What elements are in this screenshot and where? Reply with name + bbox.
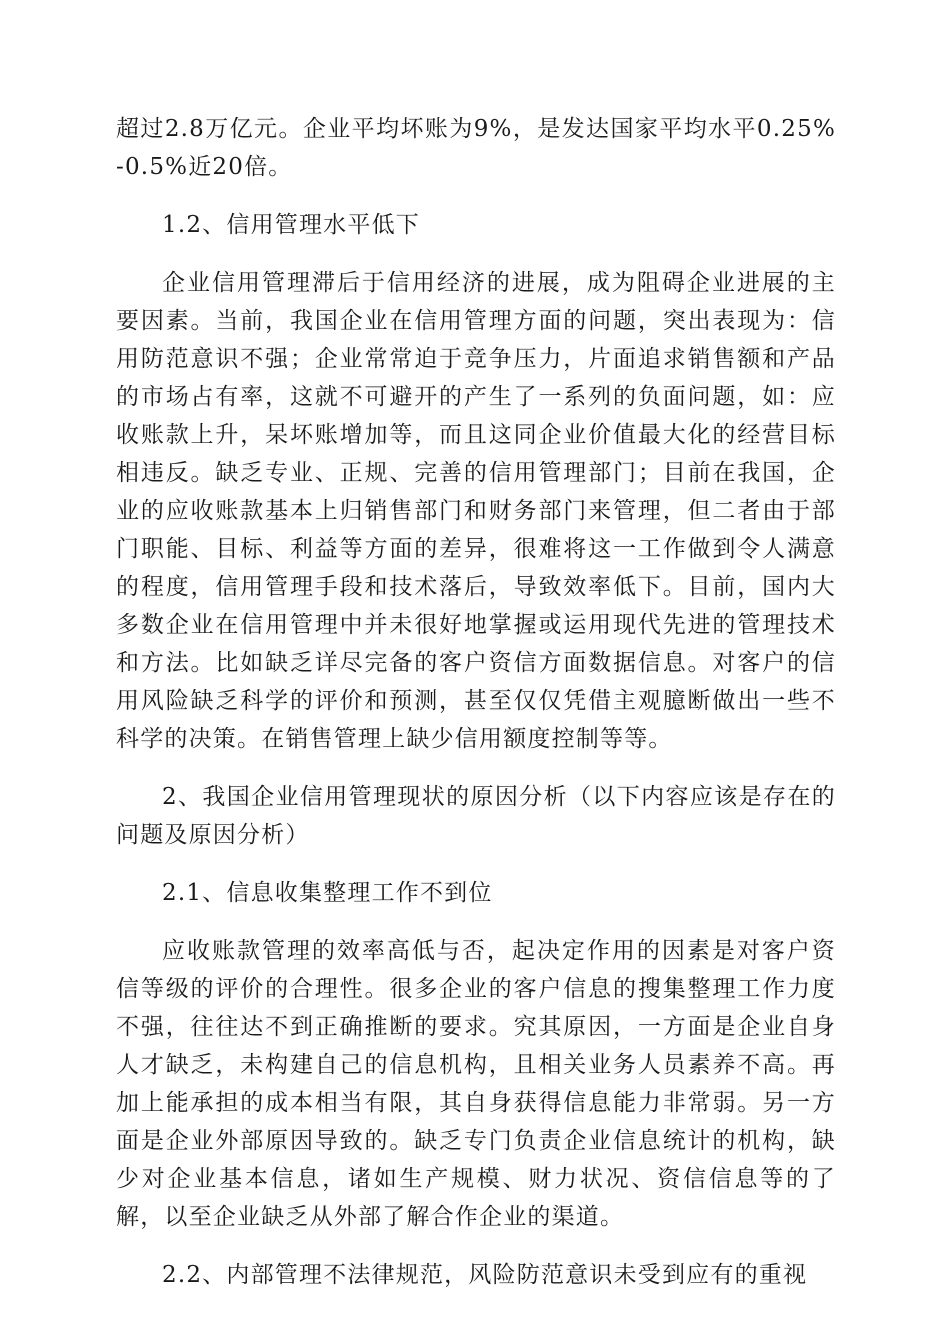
paragraph-continuation: 超过2.8万亿元。企业平均坏账为9%，是发达国家平均水平0.25%-0.5%近20倍。 [116,116,836,180]
section-heading-1-2: 1.2、信用管理水平低下 [162,212,420,238]
section-heading-2: 2、我国企业信用管理现状的原因分析（以下内容应该是存在的问题及原因分析） [116,784,836,848]
section-heading-2-2: 2.2、内部管理不法律规范，风险防范意识未受到应有的重视 [162,1262,808,1288]
document-body [116,110,836,1294]
paragraph-information-collection: 应收账款管理的效率高低与否，起决定作用的因素是对客户资信等级的评价的合理性。很多企业的客户信息的搜集整理工作力度不强，往往达不到正确推断的要求。究其原因，一方面是企业自身人才缺乏，未构建自己的信息机构，且相关业务人员素养不高。再加上能承担的成本相当有限，其自身获得信息能力非常弱。另一方面是企业外部原因导致的。缺乏专门负责企业信息统计的机构，缺少对企业基本信息，诸如生产规模、财力状况、资信信息等的了解，以至企业缺乏从外部了解合作企业的渠道。 [116,938,836,1230]
paragraph-credit-management: 企业信用管理滞后于信用经济的进展，成为阻碍企业进展的主要因素。当前，我国企业在信用管理方面的问题，突出表现为：信用防范意识不强；企业常常迫于竞争压力，片面追求销售额和产品的市场占有率，这就不可避开的产生了一系列的负面问题，如：应收账款上升，呆坏账增加等，而且这同企业价值最大化的经营目标相违反。缺乏专业、正规、完善的信用管理部门；目前在我国，企业的应收账款基本上归销售部门和财务部门来管理，但二者由于部门职能、目标、利益等方面的差异，很难将这一工作做到令人满意的程度，信用管理手段和技术落后，导致效率低下。目前，国内大多数企业在信用管理中并未很好地掌握或运用现代先进的管理技术和方法。比如缺乏详尽完备的客户资信方面数据信息。对客户的信用风险缺乏科学的评价和预测，甚至仅仅凭借主观臆断做出一些不科学的决策。在销售管理上缺少信用额度控制等等。 [116,270,836,752]
section-heading-2-1: 2.1、信息收集整理工作不到位 [162,880,493,906]
